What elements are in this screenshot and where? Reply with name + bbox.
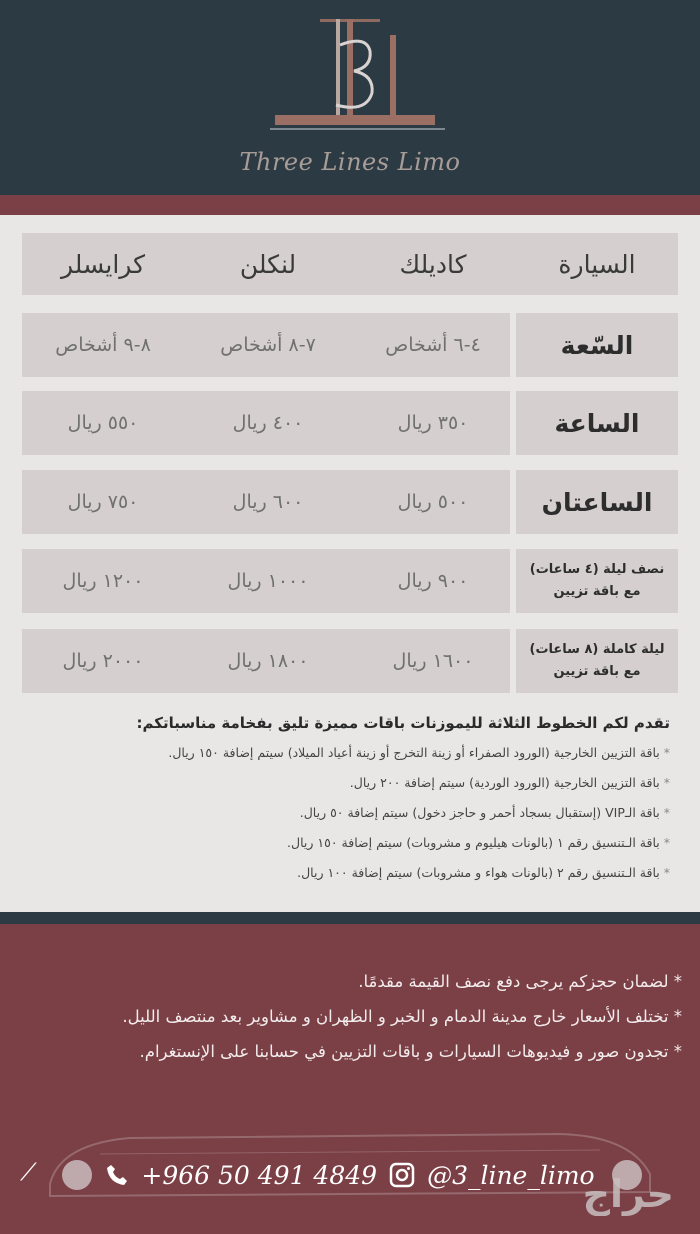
- row-label: السّعة: [516, 313, 678, 377]
- cell-lincoln: ٤٠٠ ريال: [232, 412, 304, 434]
- offer-item: * باقة الـتنسيق رقم ١ (بالونات هيليوم و مشروبات) سيتم إضافة ١٥٠ ريال.: [287, 835, 670, 850]
- header-chrysler: كرايسلر: [61, 249, 145, 279]
- offer-item: * باقة التزيين الخارجية (الورود الصفراء أو زينة التخرج أو زينة أعياد الميلاد) سيتم إضافة ١٥٠ ريال.: [168, 745, 670, 760]
- cell-lincoln: ١٠٠٠ ريال: [227, 570, 309, 592]
- notes-list: [12, 964, 682, 1069]
- table-row: [22, 391, 678, 455]
- cell-cadillac: ٤-٦ أشخاص: [385, 334, 481, 356]
- phone-icon: [105, 1163, 129, 1187]
- slash-icon: ⟋: [20, 1158, 37, 1186]
- header-car: السيارة: [558, 249, 636, 279]
- offer-item: * باقة التزيين الخارجية (الورود الوردية) سيتم إضافة ٢٠٠ ريال.: [349, 775, 670, 790]
- cell-cadillac: ٩٠٠ ريال: [397, 570, 469, 592]
- watermark: حراج: [582, 1172, 674, 1216]
- header: [0, 0, 700, 195]
- table-row: [22, 629, 678, 693]
- instagram-icon: [389, 1162, 415, 1188]
- cell-chrysler: ٨-٩ أشخاص: [55, 334, 151, 356]
- offer-text: باقة الـVIP (إستقبال بسجاد أحمر و حاجز دخول) سيتم إضافة ٥٠ ريال.: [299, 805, 660, 820]
- section-divider: [0, 912, 700, 924]
- header-lincoln: لنكلن: [239, 249, 297, 279]
- brand-name: Three Lines Limo: [239, 148, 461, 176]
- row-label: الساعتان: [516, 470, 678, 534]
- cell-lincoln: ٧-٨ أشخاص: [220, 334, 316, 356]
- logo-icon: [270, 15, 445, 135]
- cell-chrysler: ٧٥٠ ريال: [67, 491, 139, 513]
- cell-lincoln: ٦٠٠ ريال: [232, 491, 304, 513]
- table-header-row: [22, 233, 678, 295]
- offers-section: [20, 714, 670, 888]
- cell-cadillac: ١٦٠٠ ريال: [392, 650, 474, 672]
- note-text: تجدون صور و فيديوهات السيارات و باقات التزيين في حسابنا على الإنستغرام.: [139, 1042, 669, 1061]
- note-item: * تختلف الأسعار خارج مدينة الدمام و الخبر و الظهران و مشاوير بعد منتصف الليل.: [122, 1007, 682, 1026]
- offer-text: باقة التزيين الخارجية (الورود الصفراء أو زينة التخرج أو زينة أعياد الميلاد) سيتم إضافة ١٥٠ ريال.: [168, 745, 660, 760]
- contact-bar: [60, 1154, 640, 1196]
- instagram-handle[interactable]: @3_line_limo: [427, 1160, 595, 1190]
- cell-cadillac: ٥٠٠ ريال: [397, 491, 469, 513]
- offer-text: باقة التزيين الخارجية (الورود الوردية) سيتم إضافة ٢٠٠ ريال.: [349, 775, 660, 790]
- note-item: * تجدون صور و فيديوهات السيارات و باقات التزيين في حسابنا على الإنستغرام.: [139, 1042, 682, 1061]
- footer: [0, 924, 700, 1234]
- row-label: ليلة كاملة (٨ ساعات) مع باقة تزيين: [516, 629, 678, 693]
- cell-chrysler: ١٢٠٠ ريال: [62, 570, 144, 592]
- row-label: الساعة: [516, 391, 678, 455]
- cell-chrysler: ٥٥٠ ريال: [67, 412, 139, 434]
- note-text: تختلف الأسعار خارج مدينة الدمام و الخبر و الظهران و مشاوير بعد منتصف الليل.: [122, 1007, 669, 1026]
- row-label: نصف ليلة (٤ ساعات) مع باقة تزيين: [516, 549, 678, 613]
- table-row: [22, 470, 678, 534]
- note-item: * لضمان حجزكم يرجى دفع نصف القيمة مقدمًا.: [358, 972, 682, 991]
- phone-number[interactable]: +966 50 491 4849: [141, 1160, 378, 1190]
- header-cadillac: كاديلك: [399, 249, 467, 279]
- cell-chrysler: ٢٠٠٠ ريال: [62, 650, 144, 672]
- offers-intro: تقدم لكم الخطوط الثلاثة لليموزنات باقات مميزة تليق بفخامة مناسباتكم:: [136, 714, 670, 732]
- table-row: [22, 313, 678, 377]
- offer-item: * باقة الـتنسيق رقم ٢ (بالونات هواء و مشروبات) سيتم إضافة ١٠٠ ريال.: [297, 865, 670, 880]
- table-row: [22, 549, 678, 613]
- offer-item: * باقة الـVIP (إستقبال بسجاد أحمر و حاجز دخول) سيتم إضافة ٥٠ ريال.: [299, 805, 670, 820]
- cell-lincoln: ١٨٠٠ ريال: [227, 650, 309, 672]
- offer-text: باقة الـتنسيق رقم ٢ (بالونات هواء و مشروبات) سيتم إضافة ١٠٠ ريال.: [297, 865, 660, 880]
- offer-text: باقة الـتنسيق رقم ١ (بالونات هيليوم و مشروبات) سيتم إضافة ١٥٠ ريال.: [287, 835, 660, 850]
- top-band: [0, 195, 700, 215]
- cell-cadillac: ٣٥٠ ريال: [397, 412, 469, 434]
- note-text: لضمان حجزكم يرجى دفع نصف القيمة مقدمًا.: [358, 972, 669, 991]
